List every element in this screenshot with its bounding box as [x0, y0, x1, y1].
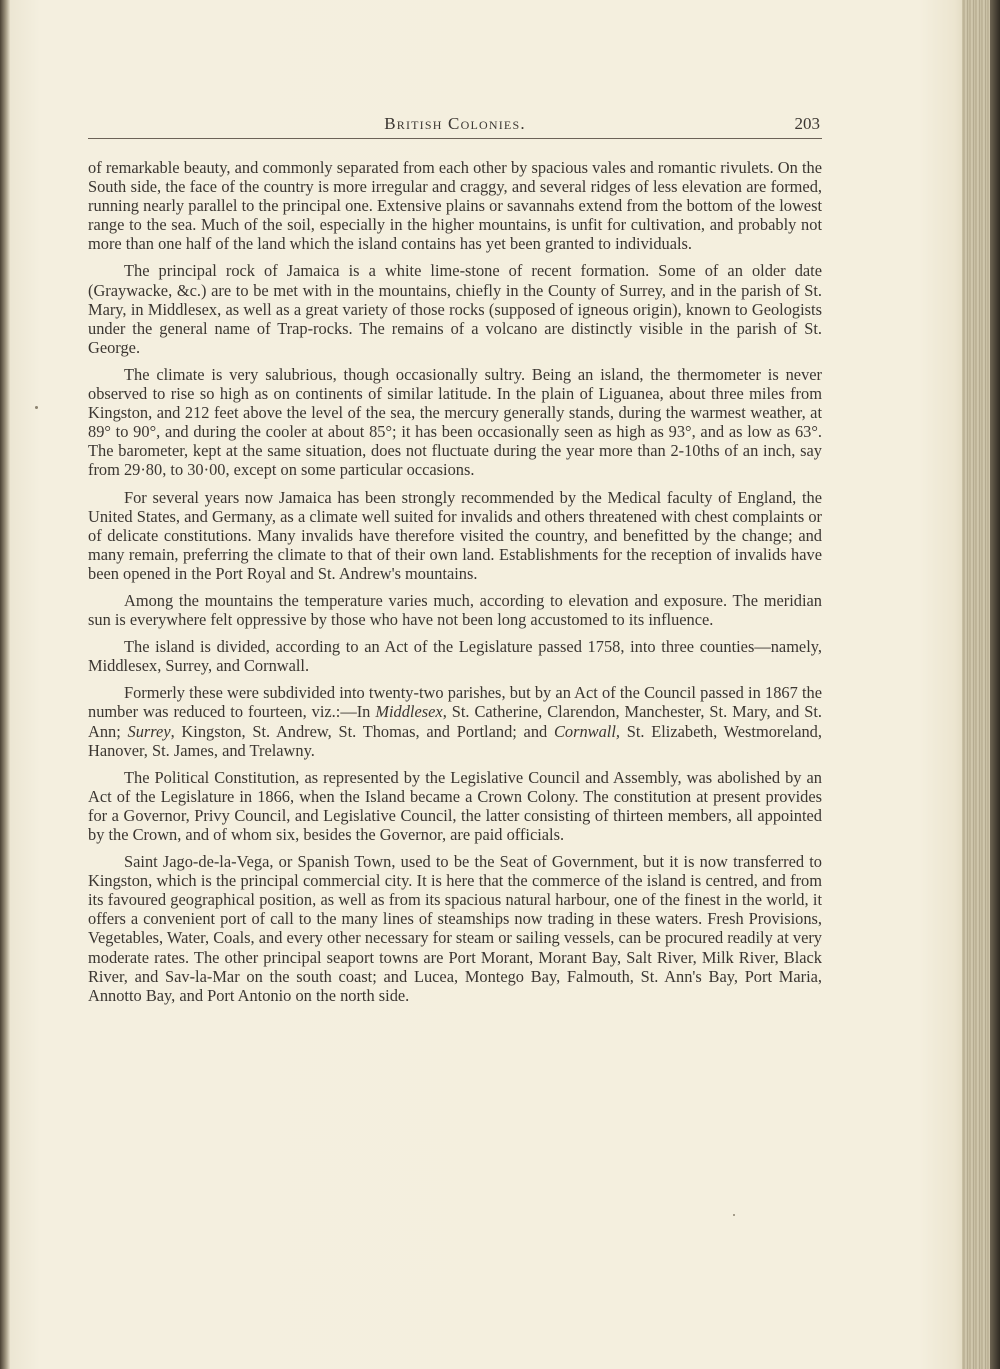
body-text — [88, 158, 822, 1013]
paragraph-7-text: St. Elizabeth, Westmoreland, Hanover, St. James, and Trelawny. — [88, 721, 822, 760]
running-title: British Colonies. — [384, 114, 526, 133]
paragraph-2: The principal rock of Jamaica is a white lime-stone of recent formation. Some of an older date (Graywacke, &c.) are to be met with in the mountains, chiefly in the County of Surrey, and in the parish of St. Mary, in Middlesex, as well as a great variety of those rocks (supposed of igneous origin), known to Geologists under the general name of Trap-rocks. The remains of a volcano are distinctly visible in the parish of St. George. — [88, 261, 822, 357]
paragraph-1: of remarkable beauty, and commonly separated from each other by spacious vales and romantic rivulets. On the South side, the face of the country is more irregular and craggy, and several ridges of less elevation are formed, running nearly parallel to the principal one. Extensive plains or savannahs extend from the bottom of the lowest range to the sea. Much of the soil, especially in the higher mountains, is unfit for cultivation, and probably not more than one half of the land which the island contains has yet been granted to individuals. — [88, 158, 822, 254]
running-header — [88, 114, 822, 140]
header-rule — [88, 138, 822, 139]
paragraph-5: Among the mountains the temperature varies much, according to elevation and exposure. The meridian sun is everywhere felt oppressive by those who have not been long accustomed to its influence. — [88, 590, 822, 630]
paragraph-7-text: , Kingston, St. Andrew, St. Thomas, and Portland; and — [170, 721, 554, 741]
paragraph-7 — [88, 683, 822, 759]
paragraph-3: The climate is very salubrious, though occasionally sultry. Being an island, the thermometer is never observed to rise so high as on continents of similar latitude. In the plain of Liguanea, about three miles from Kingston, and 212 feet above the level of the sea, the mercury generally stands, during the warmest weather, at 89° to 90°, and during the cooler at about 85°; it has been occasionally seen as high as 93°, and as low as 63°. The barometer, kept at the same situation, does not fluctuate during the year more than 2-10ths of an inch, say from 29·80, to 30·00, except on some particular occasions. — [88, 364, 822, 480]
paragraph-4: For several years now Jamaica has been strongly recommended by the Medical faculty of England, the United States, and Germany, as a climate well suited for invalids and others threatened with chest complaints or of delicate constitutions. Many invalids have therefore visited the country, and benefitted by the change; and many remain, preferring the climate to that of their own land. Establishments for the reception of invalids have been opened in the Port Royal and St. Andrew's mountains. — [88, 487, 822, 583]
county-middlesex: Middlesex — [375, 702, 443, 722]
paper-speck — [733, 1214, 735, 1216]
book-cover-edge — [990, 0, 1000, 1369]
county-cornwall: Cornwall, — [553, 721, 620, 741]
paper-speck — [35, 406, 38, 409]
paragraph-8: The Political Constitution, as represented by the Legislative Council and Assembly, was abolished by an Act of the Legislature in 1866, when the Island became a Crown Colony. The constitution at present provides for a Governor, Privy Council, and Legislative Council, the latter consisting of thirteen members, all appointed by the Crown, and of whom six, besides the Governor, are paid officials. — [88, 767, 822, 844]
paragraph-6: The island is divided, according to an Act of the Legislature passed 1758, into three counties—namely, Middlesex, Surrey, and Cornwall. — [88, 637, 822, 676]
page-number: 203 — [794, 114, 820, 133]
county-surrey: Surrey — [127, 721, 171, 741]
paragraph-9: Saint Jago-de-la-Vega, or Spanish Town, used to be the Seat of Government, but it is now transferred to Kingston, which is the principal commercial city. It is here that the commerce of the island is centred, and from its favoured geographical position, as well as from its spacious natural harbour, one of the finest in the world, it offers a convenient port of call to the many lines of steamships now trading in these waters. Fresh Provisions, Vegetables, Water, Coals, and every other necessary for steam or sailing vessels, can be procured readily at very moderate rates. The other principal seaport towns are Port Morant, Morant Bay, Salt River, Milk River, Black River, and Sav-la-Mar on the south coast; and Lucea, Montego Bay, Falmouth, St. Ann's Bay, Port Maria, Annotto Bay, and Port Antonio on the north side. — [88, 852, 822, 1005]
paragraph-7-text: Formerly these were subdivided into twenty-two parishes, but by an Act of the Council passed in 1867 the number was reduced to fourteen, viz.:—In — [88, 683, 822, 722]
book-spine-edge — [0, 0, 10, 1369]
paragraph-7-text: , St. Catherine, Clarendon, Manchester, St. Mary, and St. Ann; — [88, 702, 822, 741]
